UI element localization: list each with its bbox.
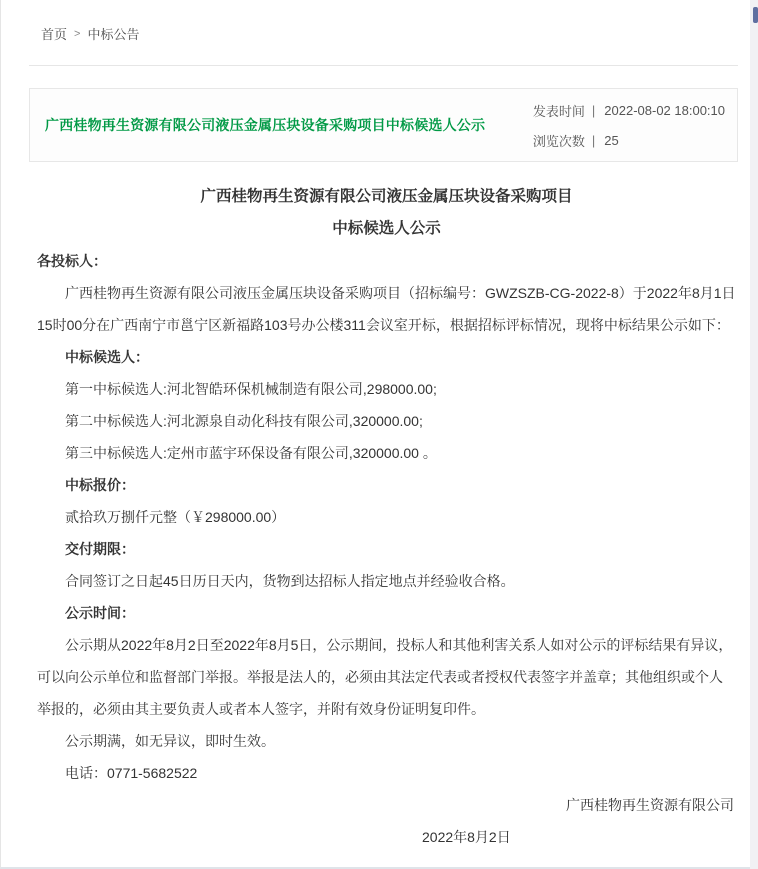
delivery-deadline-value: 合同签订之日起45日历日天内，货物到达招标人指定地点并经验收合格。 [65,573,515,589]
breadcrumb-home-link[interactable]: 首页 [41,27,68,42]
article-title: 广西桂物再生资源有限公司液压金属压块设备采购项目中标候选人公示 [45,117,486,133]
salutation: 各投标人： [37,253,107,269]
article-header [29,88,738,162]
publish-time-label: 发表时间 [532,103,585,119]
view-count-label: 浏览次数 [532,133,585,149]
phone-number: 电话：0771-5682522 [65,765,198,781]
publish-time-separator: | [591,102,596,118]
breadcrumb-separator-icon: > [74,27,81,40]
effective-note: 公示期满，如无异议，即时生效。 [65,733,275,749]
announcement-document [37,181,736,853]
candidate-1: 第一中标候选人:河北智皓环保机械制造有限公司,298000.00; [65,381,437,397]
document-title-line2: 中标候选人公示 [332,220,441,237]
signature-date: 2022年8月2日 [422,829,511,845]
bid-price-value: 贰拾玖万捌仟元整（￥298000.00） [65,509,286,525]
publicity-period-heading: 公示时间： [65,605,135,621]
breadcrumb-divider [29,65,738,66]
scrollbar-thumb[interactable] [753,7,758,23]
candidate-3: 第三中标候选人:定州市蓝宇环保设备有限公司,320000.00 。 [65,445,437,461]
scrollbar-track[interactable] [750,0,758,869]
candidate-2: 第二中标候选人:河北源泉自动化科技有限公司,320000.00; [65,413,423,429]
breadcrumb [41,24,139,43]
signature-company: 广西桂物再生资源有限公司 [566,797,734,813]
intro-paragraph: 广西桂物再生资源有限公司液压金属压块设备采购项目（招标编号：GWZSZB-CG-2022-8）于2022年8月1日15时00分在广西南宁市邕宁区新福路103号办公楼311会议室开标，根据招标评标情况，现将中标结果公示如下： [37,285,736,333]
view-count-value: 25 [604,132,619,148]
document-title-line1: 广西桂物再生资源有限公司液压金属压块设备采购项目 [200,188,573,205]
bid-price-heading: 中标报价： [65,477,135,493]
article-meta [533,101,737,150]
publish-time-row [533,101,725,120]
view-count-row [533,131,725,150]
view-count-separator: | [591,132,596,148]
winning-candidates-heading: 中标候选人： [65,349,149,365]
breadcrumb-current-link[interactable]: 中标公告 [87,27,140,42]
publicity-period-detail: 公示期从2022年8月2日至2022年8月5日，公示期间，投标人和其他利害关系人如对公示的评标结果有异议，可以向公示单位和监督部门举报。举报是法人的，必须由其法定代表或者授权代表签字并盖章；其他组织或个人举报的，必须由其主要负责人或者本人签字，并附有效身份证明复印件。 [37,637,733,717]
publish-time-value: 2022-08-02 18:00:10 [604,102,725,118]
delivery-deadline-heading: 交付期限： [65,541,135,557]
